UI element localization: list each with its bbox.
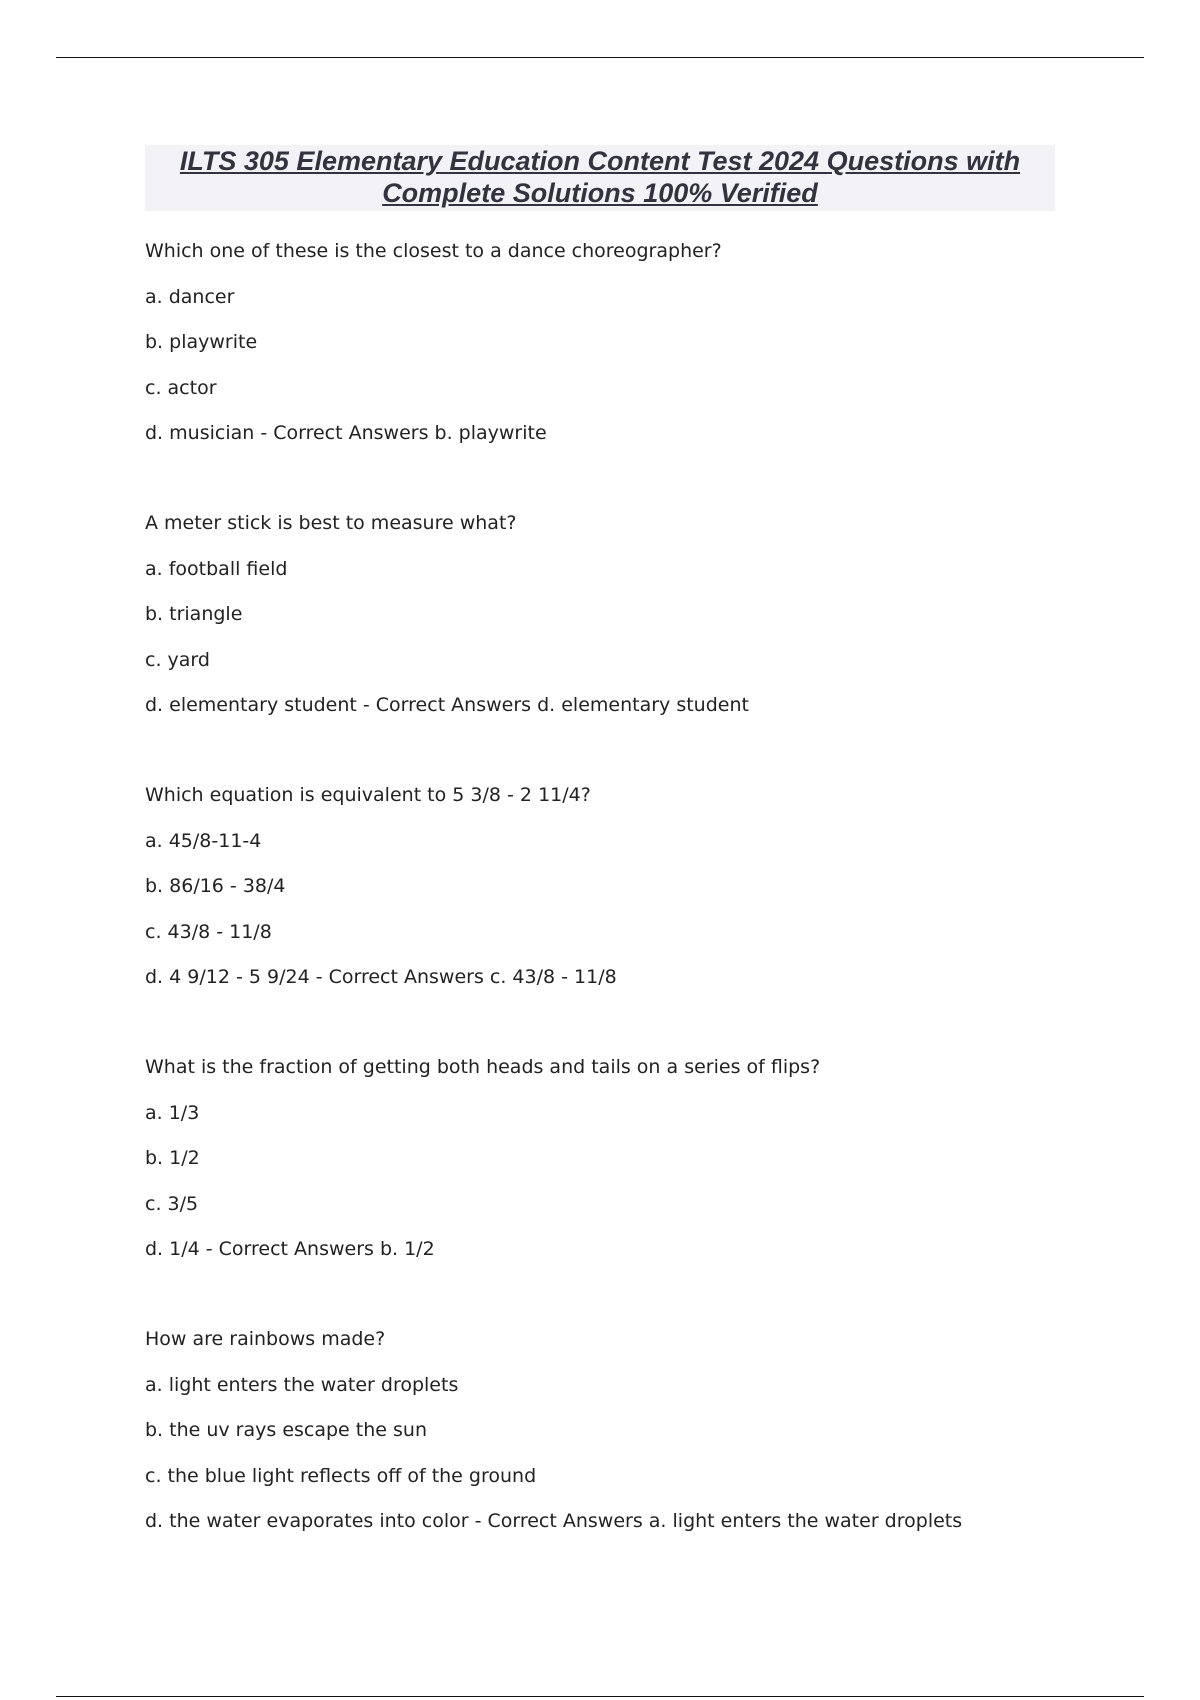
answer-option-b: b. 86/16 - 38/4 — [145, 875, 286, 897]
answer-option-b: b. triangle — [145, 603, 243, 625]
question-prompt: Which one of these is the closest to a dance choreographer? — [145, 240, 722, 262]
answer-option-a: a. light enters the water droplets — [145, 1373, 459, 1396]
question-prompt: How are rainbows made? — [145, 1328, 386, 1350]
document-title — [145, 145, 1055, 211]
question-block-1 — [145, 236, 1105, 508]
page-bottom-rule — [56, 1696, 1144, 1697]
answer-option-c: c. the blue light reflects off of the ground — [145, 1464, 537, 1487]
answer-option-c: c. actor — [145, 376, 217, 399]
question-block-3 — [145, 780, 1105, 1052]
answer-option-c: c. 3/5 — [145, 1192, 199, 1215]
answer-option-a: a. football field — [145, 557, 288, 580]
question-prompt: Which equation is equivalent to 5 3/8 - 2 11/4? — [145, 784, 591, 806]
answer-option-b: b. 1/2 — [145, 1147, 200, 1169]
answer-option-d-with-correct-answer: d. musician - Correct Answers b. playwrite — [145, 422, 547, 444]
answer-option-a: a. 1/3 — [145, 1101, 200, 1124]
question-prompt: What is the fraction of getting both heads and tails on a series of flips? — [145, 1056, 821, 1078]
question-block-2 — [145, 508, 1105, 780]
answer-option-d-with-correct-answer: d. elementary student - Correct Answers d. elementary student — [145, 694, 749, 716]
question-block-5 — [145, 1324, 1105, 1596]
answer-option-d-with-correct-answer: d. the water evaporates into color - Correct Answers a. light enters the water droplets — [145, 1510, 963, 1532]
answer-option-b: b. the uv rays escape the sun — [145, 1419, 427, 1441]
title-line-1: ILTS 305 Elementary Education Content Test 2024 Questions with — [179, 146, 1021, 176]
answer-option-c: c. 43/8 - 11/8 — [145, 920, 272, 943]
answer-option-d-with-correct-answer: d. 4 9/12 - 5 9/24 - Correct Answers c. 43/8 - 11/8 — [145, 966, 617, 988]
answer-option-a: a. dancer — [145, 285, 235, 308]
answer-option-a: a. 45/8-11-4 — [145, 829, 262, 852]
question-block-4 — [145, 1052, 1105, 1324]
answer-option-c: c. yard — [145, 648, 210, 671]
question-list — [145, 236, 1105, 1596]
answer-option-b: b. playwrite — [145, 331, 258, 353]
answer-option-d-with-correct-answer: d. 1/4 - Correct Answers b. 1/2 — [145, 1238, 435, 1260]
page-top-rule — [56, 57, 1144, 58]
question-prompt: A meter stick is best to measure what? — [145, 512, 517, 534]
title-line-2: Complete Solutions 100% Verified — [382, 178, 818, 208]
